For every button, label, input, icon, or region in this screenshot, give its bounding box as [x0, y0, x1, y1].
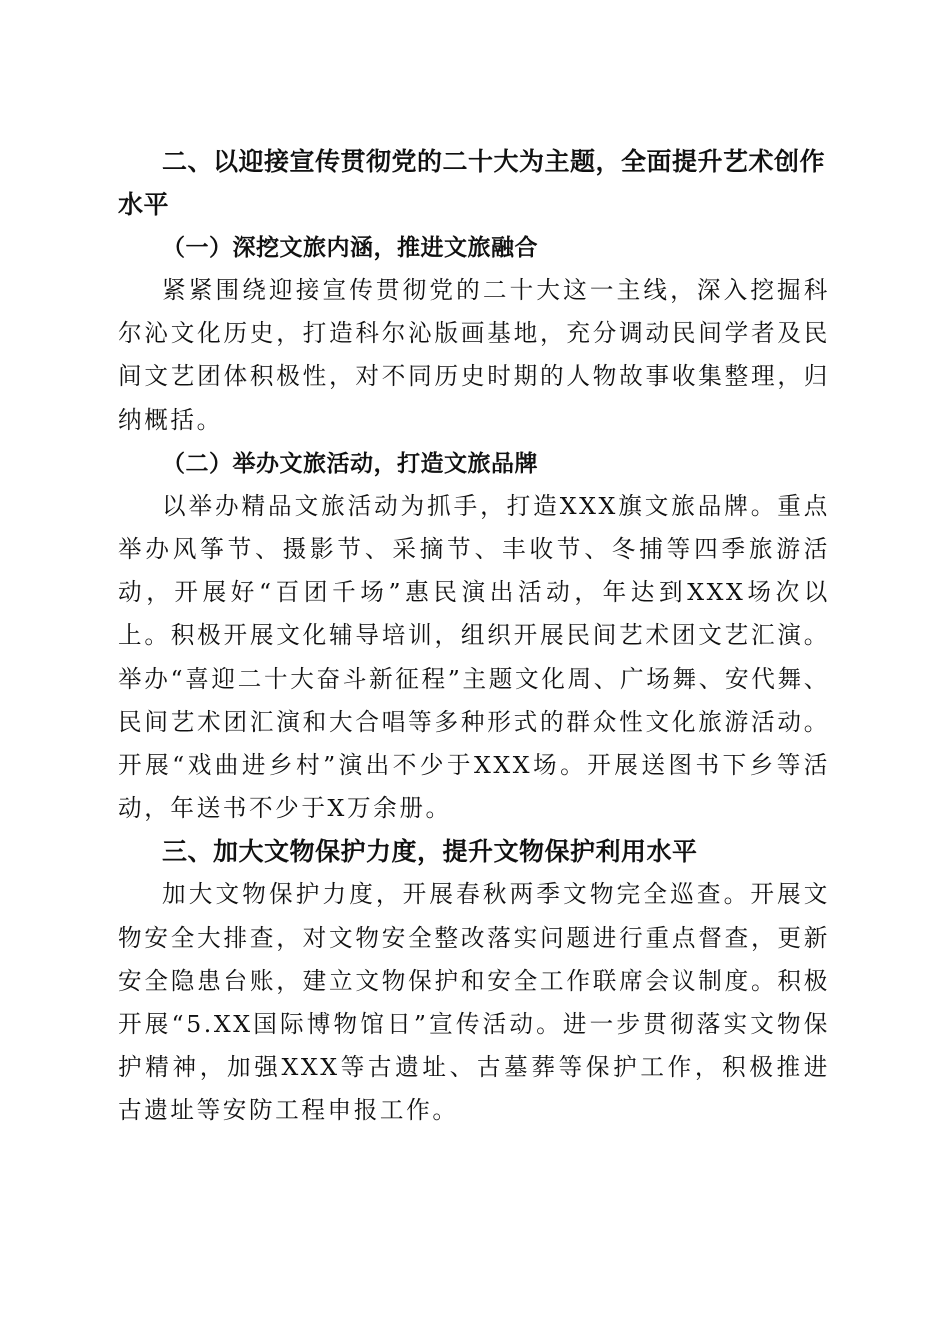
section-3-paragraph: 加大文物保护力度，开展春秋两季文物完全巡查。开展文物安全大排查，对文物安全整改落实问题进行重点督查，更新安全隐患台账，建立文物保护和安全工作联席会议制度。积极开展“5.XX国际博物馆日”宣传活动。进一步贯彻落实文物保护精神，加强XXX等古遗址、古墓葬等保护工作，积极推进古遗址等安防工程申报工作。	[118, 880, 830, 1125]
subsection-2-heading: （二）举办文旅活动，打造文旅品牌	[162, 449, 538, 477]
subsection-2-paragraph: 以举办精品文旅活动为抓手，打造XXX旗文旅品牌。重点举办风筝节、摄影节、采摘节、丰收节、冬捕等四季旅游活动，开展好“百团千场”惠民演出活动，年达到XXX场次以上。积极开展文化辅导培训，组织开展民间艺术团文艺汇演。举办“喜迎二十大奋斗新征程”主题文化周、广场舞、安代舞、民间艺术团汇演和大合唱等多种形式的群众性文化旅游活动。开展“戏曲进乡村”演出不少于XXX场。开展送图书下乡等活动，年送书不少于X万余册。	[118, 491, 830, 823]
section-3-heading: 三、加大文物保护力度，提升文物保护利用水平	[162, 837, 698, 867]
subsection-1-paragraph: 紧紧围绕迎接宣传贯彻党的二十大这一主线，深入挖掘科尔沁文化历史，打造科尔沁版画基地，充分调动民间学者及民间文艺团体积极性，对不同历史时期的人物故事收集整理，归纳概括。	[118, 276, 830, 434]
document-page	[118, 140, 830, 1133]
section-2-heading: 二、以迎接宣传贯彻党的二十大为主题，全面提升艺术创作水平	[118, 147, 826, 219]
subsection-1-heading: （一）深挖文旅内涵，推进文旅融合	[162, 234, 538, 261]
